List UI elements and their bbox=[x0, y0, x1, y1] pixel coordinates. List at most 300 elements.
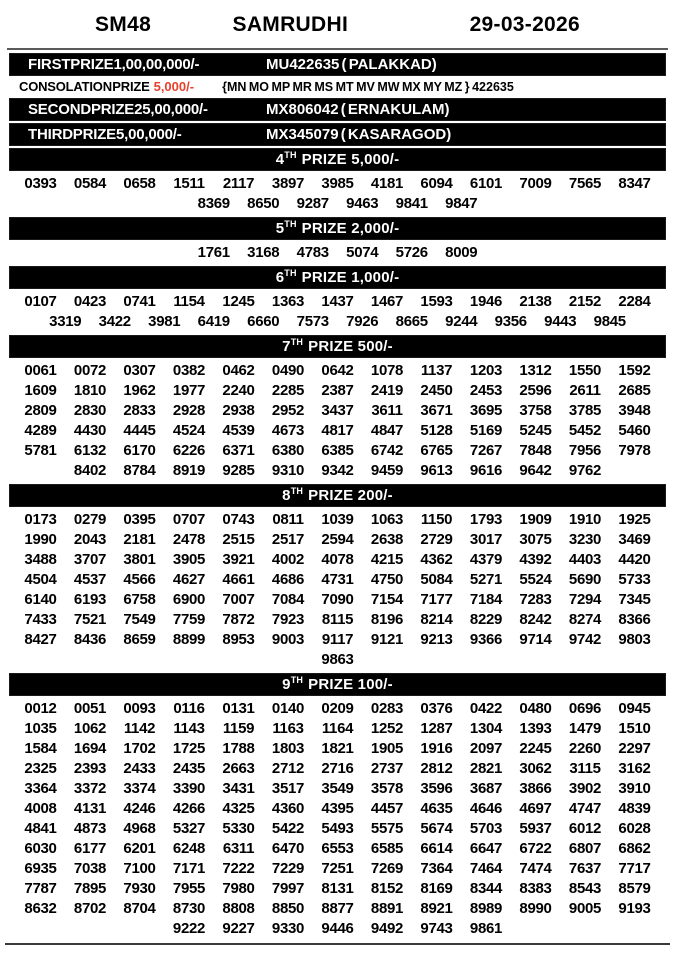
ticket-number: 0279 bbox=[73, 511, 107, 528]
ticket-number: 9642 bbox=[519, 462, 552, 479]
ticket-number: 7267 bbox=[469, 442, 503, 459]
prize-ordinal: 9 bbox=[282, 676, 291, 693]
ticket-number: 2433 bbox=[123, 760, 156, 777]
ticket-number: 0741 bbox=[123, 293, 156, 310]
ticket-number: 6553 bbox=[321, 840, 354, 857]
ticket-number: 6758 bbox=[123, 591, 156, 608]
ticket-number: 4289 bbox=[24, 422, 57, 439]
ticket-number: 4747 bbox=[568, 800, 602, 817]
ticket-number: 3902 bbox=[568, 780, 602, 797]
prize-title: PRIZE 5,000/- bbox=[301, 151, 400, 168]
ticket-number: 2596 bbox=[519, 382, 552, 399]
consolation-series: {MN MO MP MR MS MT MV MW MX MY MZ } 422635 bbox=[222, 80, 514, 94]
ticket-number: 8579 bbox=[618, 880, 651, 897]
ticket-number: 3578 bbox=[370, 780, 404, 797]
ticket-number: 8347 bbox=[618, 175, 651, 192]
ticket-number: 7364 bbox=[420, 860, 453, 877]
ticket-number: 9366 bbox=[469, 631, 503, 648]
ticket-number: 7549 bbox=[123, 611, 156, 628]
ticket-number: 7930 bbox=[123, 880, 156, 897]
ticket-number: 2284 bbox=[618, 293, 651, 310]
ticket-number: 2260 bbox=[568, 740, 602, 757]
ticket-number: 6311 bbox=[222, 840, 255, 857]
ticket-number: 2594 bbox=[321, 531, 354, 548]
ticket-number: 5726 bbox=[395, 244, 428, 261]
ticket-number: 1990 bbox=[24, 531, 57, 548]
ticket-number: 7848 bbox=[519, 442, 552, 459]
ticket-number: 3319 bbox=[49, 313, 82, 330]
first-prize-bar bbox=[9, 53, 666, 76]
ticket-number: 7955 bbox=[172, 880, 206, 897]
ticket-number: 4524 bbox=[172, 422, 206, 439]
prize-5-numbers bbox=[0, 242, 675, 264]
ticket-number: 2325 bbox=[24, 760, 57, 777]
ticket-number: 6030 bbox=[24, 840, 57, 857]
ticket-number: 0743 bbox=[222, 511, 255, 528]
ticket-number: 4697 bbox=[519, 800, 552, 817]
ticket-number: 0209 bbox=[321, 700, 354, 717]
ticket-number: 9845 bbox=[593, 313, 626, 330]
third-prize-winner: MX345079 ( KASARAGOD) bbox=[266, 126, 452, 143]
ticket-number: 7573 bbox=[296, 313, 329, 330]
ticket-number: 7009 bbox=[519, 175, 552, 192]
ticket-number: 1788 bbox=[222, 740, 255, 757]
ticket-number: 0061 bbox=[24, 362, 57, 379]
prize-7-header bbox=[9, 335, 666, 358]
draw-date: 29-03-2026 bbox=[469, 13, 580, 36]
prize-5-header bbox=[9, 217, 666, 240]
ticket-number: 4430 bbox=[73, 422, 107, 439]
ticket-number: 2716 bbox=[321, 760, 354, 777]
ticket-number: 1137 bbox=[420, 362, 453, 379]
ticket-number: 2138 bbox=[519, 293, 552, 310]
prize-title: PRIZE 2,000/- bbox=[301, 220, 400, 237]
ticket-number: 3017 bbox=[469, 531, 503, 548]
ticket-number: 8344 bbox=[469, 880, 503, 897]
ticket-number: 5524 bbox=[519, 571, 552, 588]
ticket-number: 7038 bbox=[73, 860, 107, 877]
ticket-number: 8196 bbox=[370, 611, 404, 628]
ticket-number: 1035 bbox=[24, 720, 57, 737]
ticket-number: 9342 bbox=[321, 462, 354, 479]
ticket-number: 6470 bbox=[271, 840, 305, 857]
ticket-number: 2638 bbox=[370, 531, 404, 548]
ticket-number: 0480 bbox=[519, 700, 552, 717]
prize-label: FIRST PRIZE bbox=[28, 56, 114, 73]
ticket-number: 0658 bbox=[123, 175, 156, 192]
ticket-number: 1592 bbox=[618, 362, 651, 379]
ticket-number: 1909 bbox=[519, 511, 552, 528]
ticket-number: 7717 bbox=[618, 860, 651, 877]
ticket-number: 8214 bbox=[420, 611, 453, 628]
prize-ordinal: 8 bbox=[282, 487, 291, 504]
ticket-number: 6419 bbox=[197, 313, 230, 330]
ticket-number: 7978 bbox=[618, 442, 651, 459]
ticket-number: 3115 bbox=[569, 760, 601, 777]
ticket-number: 9492 bbox=[370, 920, 404, 937]
third-prize-bar bbox=[9, 123, 666, 146]
ticket-number: 7787 bbox=[24, 880, 57, 897]
ticket-number: 6614 bbox=[420, 840, 453, 857]
ticket-number: 1467 bbox=[370, 293, 404, 310]
ticket-number: 9742 bbox=[568, 631, 602, 648]
ticket-number: 6101 bbox=[469, 175, 503, 192]
ticket-number: 3374 bbox=[123, 780, 156, 797]
ticket-number: 3437 bbox=[321, 402, 354, 419]
ticket-number: 6660 bbox=[247, 313, 280, 330]
top-divider bbox=[7, 48, 668, 50]
ticket-number: 4646 bbox=[469, 800, 503, 817]
ticket-number: 9222 bbox=[172, 920, 206, 937]
ticket-number: 8383 bbox=[519, 880, 552, 897]
ticket-number: 4403 bbox=[568, 551, 602, 568]
ticket-number: 1252 bbox=[370, 720, 404, 737]
ticket-number: 5452 bbox=[568, 422, 602, 439]
ticket-number: 0811 bbox=[272, 511, 304, 528]
ticket-number: 7926 bbox=[346, 313, 379, 330]
ticket-number: 3422 bbox=[98, 313, 131, 330]
ticket-number: 7184 bbox=[469, 591, 503, 608]
ticket-number: 1039 bbox=[321, 511, 354, 528]
ticket-number: 7154 bbox=[370, 591, 404, 608]
ticket-number: 2833 bbox=[123, 402, 156, 419]
ticket-number: 5674 bbox=[420, 820, 453, 837]
ticket-number: 2685 bbox=[618, 382, 651, 399]
ticket-number: 0173 bbox=[24, 511, 57, 528]
ticket-number: 9841 bbox=[395, 195, 428, 212]
ticket-number: 8850 bbox=[271, 900, 305, 917]
prize-ordinal-suffix: TH bbox=[284, 219, 297, 229]
ticket-number: 0945 bbox=[618, 700, 651, 717]
prize-4-header bbox=[9, 148, 666, 171]
ticket-number: 2663 bbox=[222, 760, 255, 777]
ticket-number: 7177 bbox=[420, 591, 453, 608]
ticket-number: 1437 bbox=[321, 293, 354, 310]
ticket-number: 1593 bbox=[420, 293, 453, 310]
ticket-number: 6385 bbox=[321, 442, 354, 459]
ticket-number: 5575 bbox=[370, 820, 404, 837]
ticket-number: 4783 bbox=[296, 244, 329, 261]
ticket-number: 3687 bbox=[469, 780, 503, 797]
ticket-number: 2737 bbox=[370, 760, 404, 777]
prize-ordinal: 7 bbox=[282, 338, 291, 355]
ticket-number: 7222 bbox=[222, 860, 255, 877]
ticket-number: 5271 bbox=[469, 571, 503, 588]
ticket-number: 0116 bbox=[173, 700, 205, 717]
ticket-number: 1287 bbox=[420, 720, 453, 737]
ticket-number: 3897 bbox=[271, 175, 305, 192]
ticket-number: 2043 bbox=[73, 531, 107, 548]
prize-7-numbers bbox=[0, 360, 675, 482]
ticket-number: 3866 bbox=[519, 780, 552, 797]
ticket-number: 9863 bbox=[321, 651, 354, 668]
ticket-number: 8702 bbox=[73, 900, 107, 917]
ticket-number: 3985 bbox=[321, 175, 354, 192]
ticket-number: 1479 bbox=[568, 720, 602, 737]
ticket-number: 5074 bbox=[346, 244, 379, 261]
ticket-number: 4420 bbox=[618, 551, 651, 568]
ticket-number: 3695 bbox=[469, 402, 503, 419]
ticket-number: 1793 bbox=[469, 511, 503, 528]
ticket-number: 1609 bbox=[24, 382, 57, 399]
ticket-number: 8659 bbox=[123, 631, 156, 648]
ticket-number: 6028 bbox=[618, 820, 651, 837]
ticket-number: 2515 bbox=[222, 531, 255, 548]
ticket-number: 4750 bbox=[370, 571, 404, 588]
ticket-number: 2297 bbox=[618, 740, 651, 757]
ticket-number: 9310 bbox=[271, 462, 305, 479]
ticket-number: 1550 bbox=[568, 362, 602, 379]
ticket-number: 7474 bbox=[519, 860, 552, 877]
ticket-number: 1761 bbox=[197, 244, 230, 261]
ticket-number: 1143 bbox=[173, 720, 205, 737]
ticket-number: 7997 bbox=[271, 880, 305, 897]
ticket-number: 1062 bbox=[73, 720, 107, 737]
ticket-number: 7283 bbox=[519, 591, 552, 608]
ticket-number: 8899 bbox=[172, 631, 206, 648]
ticket-number: 7923 bbox=[271, 611, 305, 628]
ticket-number: 6371 bbox=[222, 442, 255, 459]
ticket-number: 2393 bbox=[73, 760, 107, 777]
prize-ordinal-suffix: TH bbox=[290, 486, 304, 496]
ticket-number: 5327 bbox=[172, 820, 206, 837]
ticket-number: 7759 bbox=[172, 611, 206, 628]
ticket-number: 0131 bbox=[222, 700, 255, 717]
ticket-number: 2938 bbox=[222, 402, 255, 419]
ticket-number: 7345 bbox=[618, 591, 651, 608]
ticket-number: 3372 bbox=[73, 780, 107, 797]
ticket-number: 1977 bbox=[172, 382, 206, 399]
ticket-number: 8543 bbox=[568, 880, 602, 897]
consolation-prize-row bbox=[9, 78, 666, 96]
ticket-number: 1164 bbox=[321, 720, 354, 737]
second-prize-label bbox=[28, 101, 266, 118]
ticket-number: 4131 bbox=[73, 800, 107, 817]
ticket-number: 5128 bbox=[420, 422, 453, 439]
ticket-number: 9714 bbox=[519, 631, 552, 648]
ticket-number: 9743 bbox=[420, 920, 453, 937]
ticket-number: 3364 bbox=[24, 780, 57, 797]
ticket-number: 4457 bbox=[370, 800, 404, 817]
ticket-number: 5084 bbox=[420, 571, 453, 588]
ticket-number: 2245 bbox=[519, 740, 552, 757]
ticket-number: 1159 bbox=[222, 720, 255, 737]
ticket-number: 9443 bbox=[544, 313, 577, 330]
first-prize-label bbox=[28, 56, 266, 73]
prize-8-header bbox=[9, 484, 666, 507]
ticket-number: 8152 bbox=[370, 880, 404, 897]
ticket-number: 7895 bbox=[73, 880, 107, 897]
ticket-number: 2712 bbox=[271, 760, 305, 777]
ticket-number: 9330 bbox=[271, 920, 305, 937]
ticket-number: 5493 bbox=[321, 820, 354, 837]
ticket-number: 9121 bbox=[370, 631, 404, 648]
ticket-number: 8274 bbox=[568, 611, 602, 628]
ticket-number: 2809 bbox=[24, 402, 57, 419]
ticket-number: 3162 bbox=[618, 760, 651, 777]
ticket-number: 2117 bbox=[222, 175, 255, 192]
ticket-number: 1946 bbox=[469, 293, 503, 310]
lottery-name: SAMRUDHI bbox=[232, 13, 349, 36]
ticket-number: 4002 bbox=[271, 551, 305, 568]
ticket-number: 8436 bbox=[73, 631, 107, 648]
ticket-number: 8921 bbox=[420, 900, 453, 917]
ticket-number: 0696 bbox=[568, 700, 602, 717]
prize-6-header bbox=[9, 266, 666, 289]
ticket-number: 3671 bbox=[420, 402, 453, 419]
ticket-number: 8009 bbox=[445, 244, 478, 261]
ticket-number: 6647 bbox=[469, 840, 503, 857]
ticket-number: 7872 bbox=[222, 611, 255, 628]
ticket-number: 5733 bbox=[618, 571, 651, 588]
ticket-number: 1078 bbox=[370, 362, 404, 379]
ticket-number: 4566 bbox=[123, 571, 156, 588]
ticket-number: 2181 bbox=[123, 531, 156, 548]
ticket-number: 1725 bbox=[172, 740, 206, 757]
ticket-number: 1810 bbox=[73, 382, 107, 399]
ticket-number: 0422 bbox=[469, 700, 503, 717]
ticket-number: 4008 bbox=[24, 800, 57, 817]
ticket-number: 4362 bbox=[420, 551, 453, 568]
consolation-label: CONSOLATION PRIZE bbox=[19, 79, 150, 94]
ticket-number: 8402 bbox=[73, 462, 107, 479]
ticket-number: 6380 bbox=[271, 442, 305, 459]
ticket-number: 1312 bbox=[519, 362, 552, 379]
ticket-number: 0140 bbox=[271, 700, 305, 717]
ticket-number: 9287 bbox=[296, 195, 329, 212]
ticket-number: 2435 bbox=[172, 760, 206, 777]
prize-ordinal: 5 bbox=[275, 220, 285, 237]
draw-code: SM48 bbox=[95, 13, 152, 36]
ticket-number: 2952 bbox=[271, 402, 305, 419]
ticket-number: 4686 bbox=[271, 571, 305, 588]
ticket-number: 3905 bbox=[172, 551, 206, 568]
ticket-number: 3168 bbox=[247, 244, 280, 261]
ticket-number: 1905 bbox=[370, 740, 404, 757]
ticket-number: 3785 bbox=[568, 402, 602, 419]
ticket-number: 8808 bbox=[222, 900, 255, 917]
ticket-number: 3801 bbox=[123, 551, 156, 568]
ticket-number: 9003 bbox=[271, 631, 305, 648]
ticket-number: 1702 bbox=[123, 740, 156, 757]
ticket-number: 4661 bbox=[222, 571, 255, 588]
ticket-number: 6722 bbox=[519, 840, 552, 857]
ticket-number: 1163 bbox=[272, 720, 304, 737]
ticket-number: 4379 bbox=[469, 551, 503, 568]
prize-title: PRIZE 1,000/- bbox=[301, 269, 400, 286]
ticket-number: 9227 bbox=[222, 920, 255, 937]
ticket-number: 9005 bbox=[568, 900, 602, 917]
ticket-number: 1393 bbox=[519, 720, 552, 737]
header bbox=[0, 0, 675, 45]
ticket-number: 3390 bbox=[172, 780, 206, 797]
ticket-number: 6900 bbox=[172, 591, 206, 608]
ticket-number: 1910 bbox=[568, 511, 602, 528]
ticket-number: 8427 bbox=[24, 631, 57, 648]
prize-ordinal-suffix: TH bbox=[284, 150, 297, 160]
ticket-number: 3758 bbox=[519, 402, 552, 419]
ticket-number: 8632 bbox=[24, 900, 57, 917]
ticket-number: 0423 bbox=[73, 293, 107, 310]
ticket-number: 6807 bbox=[568, 840, 602, 857]
ticket-number: 4360 bbox=[271, 800, 305, 817]
ticket-number: 1304 bbox=[469, 720, 503, 737]
ticket-number: 0283 bbox=[370, 700, 404, 717]
ticket-number: 4266 bbox=[172, 800, 206, 817]
ticket-number: 9193 bbox=[618, 900, 651, 917]
ticket-number: 1803 bbox=[271, 740, 305, 757]
ticket-number: 8115 bbox=[321, 611, 354, 628]
ticket-number: 7565 bbox=[568, 175, 602, 192]
ticket-number: 4325 bbox=[222, 800, 255, 817]
ticket-number: 8730 bbox=[172, 900, 206, 917]
ticket-number: 2450 bbox=[420, 382, 453, 399]
ticket-number: 2611 bbox=[569, 382, 601, 399]
ticket-number: 6177 bbox=[73, 840, 107, 857]
ticket-number: 7269 bbox=[370, 860, 404, 877]
ticket-number: 9446 bbox=[321, 920, 354, 937]
ticket-number: 4841 bbox=[24, 820, 57, 837]
prize-label: THIRD PRIZE bbox=[28, 126, 116, 143]
ticket-number: 8366 bbox=[618, 611, 651, 628]
ticket-number: 0462 bbox=[222, 362, 255, 379]
prize-ordinal-suffix: TH bbox=[290, 675, 304, 685]
ticket-number: 1916 bbox=[420, 740, 453, 757]
ticket-number: 8665 bbox=[395, 313, 428, 330]
ticket-number: 6132 bbox=[73, 442, 107, 459]
ticket-number: 3075 bbox=[519, 531, 552, 548]
ticket-number: 7956 bbox=[568, 442, 602, 459]
ticket-number: 4395 bbox=[321, 800, 354, 817]
ticket-number: 5703 bbox=[469, 820, 503, 837]
ticket-number: 4445 bbox=[123, 422, 156, 439]
first-prize-winner: MU422635 ( PALAKKAD) bbox=[266, 56, 437, 73]
ticket-number: 2928 bbox=[172, 402, 206, 419]
ticket-number: 8990 bbox=[519, 900, 552, 917]
ticket-number: 7294 bbox=[568, 591, 602, 608]
ticket-number: 7229 bbox=[271, 860, 305, 877]
ticket-number: 5690 bbox=[568, 571, 602, 588]
ticket-number: 3488 bbox=[24, 551, 57, 568]
ticket-number: 7007 bbox=[222, 591, 255, 608]
ticket-number: 9459 bbox=[370, 462, 404, 479]
ticket-number: 0490 bbox=[271, 362, 305, 379]
ticket-number: 8131 bbox=[321, 880, 354, 897]
ticket-number: 0393 bbox=[24, 175, 57, 192]
ticket-number: 8369 bbox=[197, 195, 230, 212]
ticket-number: 3948 bbox=[618, 402, 651, 419]
ticket-number: 5422 bbox=[271, 820, 305, 837]
ticket-number: 6012 bbox=[568, 820, 602, 837]
ticket-number: 9613 bbox=[420, 462, 453, 479]
ticket-number: 3596 bbox=[420, 780, 453, 797]
ticket-number: 6585 bbox=[370, 840, 404, 857]
ticket-number: 0051 bbox=[73, 700, 107, 717]
ticket-number: 1245 bbox=[222, 293, 255, 310]
ticket-number: 8704 bbox=[123, 900, 156, 917]
ticket-number: 8919 bbox=[172, 462, 206, 479]
ticket-number: 1925 bbox=[618, 511, 651, 528]
ticket-number: 0012 bbox=[24, 700, 57, 717]
ticket-number: 7171 bbox=[172, 860, 206, 877]
second-prize-bar bbox=[9, 98, 666, 121]
ticket-number: 9861 bbox=[469, 920, 503, 937]
prize-ordinal-suffix: TH bbox=[284, 268, 297, 278]
prize-4-numbers bbox=[0, 173, 675, 215]
ticket-number: 5245 bbox=[519, 422, 552, 439]
ticket-number: 7100 bbox=[123, 860, 156, 877]
prize-9-numbers bbox=[0, 698, 675, 940]
